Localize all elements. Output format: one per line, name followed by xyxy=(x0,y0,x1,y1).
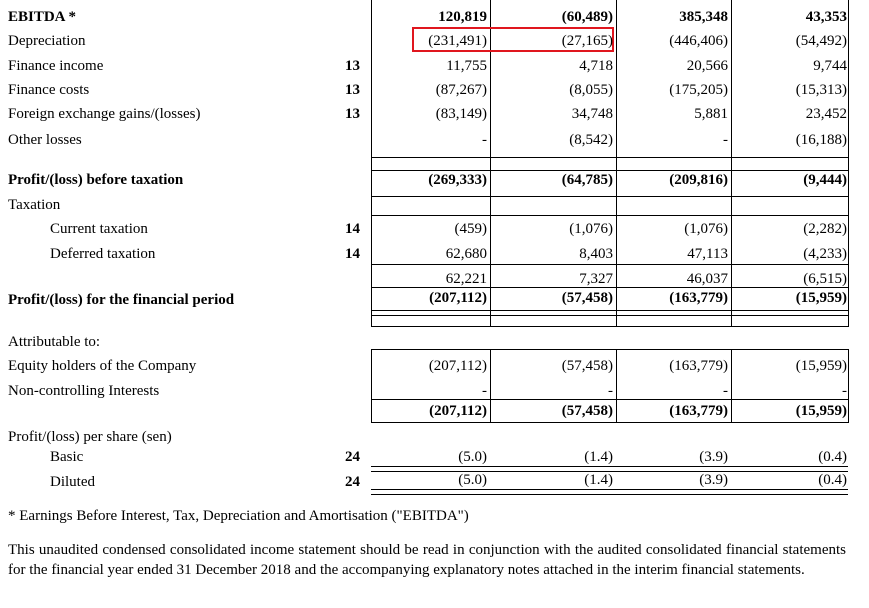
row-label: Non-controlling Interests xyxy=(8,383,160,399)
value-cell: (207,112) xyxy=(429,290,487,306)
value-cell: (175,205) xyxy=(669,82,728,98)
rule xyxy=(371,349,848,350)
value-cell: (57,458) xyxy=(561,358,613,374)
value-cell: (209,816) xyxy=(669,172,728,188)
note-ref: 24 xyxy=(345,474,360,490)
value-cell: - xyxy=(723,132,728,148)
value-cell: (163,779) xyxy=(669,290,728,306)
value-cell: (269,333) xyxy=(428,172,487,188)
value-cell: 7,327 xyxy=(579,271,613,287)
double-rule xyxy=(371,489,848,495)
value-cell: (5.0) xyxy=(458,472,487,488)
value-cell: 20,566 xyxy=(686,58,728,74)
value-cell: (2,282) xyxy=(803,221,847,237)
note-ref: 13 xyxy=(345,58,360,74)
row-label: Foreign exchange gains/(losses) xyxy=(8,106,201,122)
value-cell: (1,076) xyxy=(684,221,728,237)
row-label: Profit/(loss) before taxation xyxy=(8,172,184,188)
row-label: Current taxation xyxy=(50,221,148,237)
value-cell: (16,188) xyxy=(795,132,847,148)
value-cell: (15,959) xyxy=(795,290,847,306)
value-cell: (1.4) xyxy=(584,472,613,488)
value-cell: 47,113 xyxy=(687,246,728,262)
value-cell: (6,515) xyxy=(803,271,847,287)
value-cell: (27,165) xyxy=(561,33,613,49)
value-cell: (8,542) xyxy=(569,132,613,148)
value-cell: (0.4) xyxy=(818,449,847,465)
value-cell: (15,959) xyxy=(795,403,847,419)
value-cell: (231,491) xyxy=(428,33,487,49)
column-border xyxy=(616,349,617,423)
value-cell: (57,458) xyxy=(561,290,613,306)
note-ref: 24 xyxy=(345,449,360,465)
rule xyxy=(371,196,848,197)
value-cell: (3.9) xyxy=(699,472,728,488)
value-cell: (1,076) xyxy=(569,221,613,237)
value-cell: (15,959) xyxy=(795,358,847,374)
value-cell: 385,348 xyxy=(679,9,728,25)
column-border xyxy=(731,349,732,423)
value-cell: (1.4) xyxy=(584,449,613,465)
note-ref: 14 xyxy=(345,221,360,237)
note-ref: 13 xyxy=(345,106,360,122)
note-ref: 13 xyxy=(345,82,360,98)
row-label: Deferred taxation xyxy=(50,246,156,262)
column-border xyxy=(616,0,617,327)
row-label: Profit/(loss) for the financial period xyxy=(8,292,235,308)
row-label: Taxation xyxy=(8,197,61,213)
column-border xyxy=(731,0,732,327)
column-border xyxy=(848,0,849,327)
row-label: Diluted xyxy=(50,474,95,490)
value-cell: (60,489) xyxy=(561,9,613,25)
column-border xyxy=(848,349,849,423)
value-cell: (9,444) xyxy=(803,172,847,188)
value-cell: (207,112) xyxy=(429,403,487,419)
value-cell: - xyxy=(723,383,728,399)
row-label: Finance costs xyxy=(8,82,90,98)
column-border xyxy=(490,349,491,423)
row-label: Profit/(loss) per share (sen) xyxy=(8,429,172,445)
value-cell: 9,744 xyxy=(813,58,847,74)
value-cell: 120,819 xyxy=(438,9,487,25)
row-label: Equity holders of the Company xyxy=(8,358,197,374)
value-cell: 11,755 xyxy=(446,58,487,74)
row-label: Attributable to: xyxy=(8,334,101,350)
value-cell: (163,779) xyxy=(669,403,728,419)
row-label: Basic xyxy=(50,449,84,465)
value-cell: 23,452 xyxy=(805,106,847,122)
value-cell: (0.4) xyxy=(818,472,847,488)
value-cell: (8,055) xyxy=(569,82,613,98)
value-cell: (459) xyxy=(454,221,487,237)
value-cell: 62,221 xyxy=(445,271,487,287)
value-cell: (15,313) xyxy=(795,82,847,98)
value-cell: 43,353 xyxy=(805,9,847,25)
value-cell: (4,233) xyxy=(803,246,847,262)
value-cell: 62,680 xyxy=(445,246,487,262)
value-cell: (446,406) xyxy=(669,33,728,49)
value-cell: (64,785) xyxy=(561,172,613,188)
value-cell: - xyxy=(842,383,847,399)
rule xyxy=(371,215,848,216)
value-cell: 4,718 xyxy=(579,58,613,74)
value-cell: - xyxy=(482,383,487,399)
value-cell: (5.0) xyxy=(458,449,487,465)
row-label: Finance income xyxy=(8,58,104,74)
value-cell: (87,267) xyxy=(435,82,487,98)
rule xyxy=(371,422,848,423)
value-cell: 5,881 xyxy=(694,106,728,122)
value-cell: (83,149) xyxy=(435,106,487,122)
value-cell: (54,492) xyxy=(795,33,847,49)
value-cell: 46,037 xyxy=(686,271,728,287)
value-cell: - xyxy=(608,383,613,399)
value-cell: 8,403 xyxy=(579,246,613,262)
value-cell: - xyxy=(482,132,487,148)
row-label: Other losses xyxy=(8,132,82,148)
rule xyxy=(371,326,848,327)
rule xyxy=(371,157,848,158)
note-ref: 14 xyxy=(345,246,360,262)
value-cell: (57,458) xyxy=(561,403,613,419)
rule xyxy=(371,264,848,265)
value-cell: (207,112) xyxy=(428,358,487,374)
explanatory-paragraph: This unaudited condensed consolidated income statement should be read in conjunction with the audited consolidated financial statements for the financial year ended 31 December 2018 and the accompanying explanatory notes attached in the interim financial statements. xyxy=(8,542,846,578)
row-label: Depreciation xyxy=(8,33,86,49)
value-cell: 34,748 xyxy=(571,106,613,122)
row-label: EBITDA * xyxy=(8,9,76,25)
footnote: * Earnings Before Interest, Tax, Depreciation and Amortisation ("EBITDA") xyxy=(8,508,469,524)
double-rule xyxy=(371,310,848,316)
value-cell: (163,779) xyxy=(669,358,728,374)
value-cell: (3.9) xyxy=(699,449,728,465)
